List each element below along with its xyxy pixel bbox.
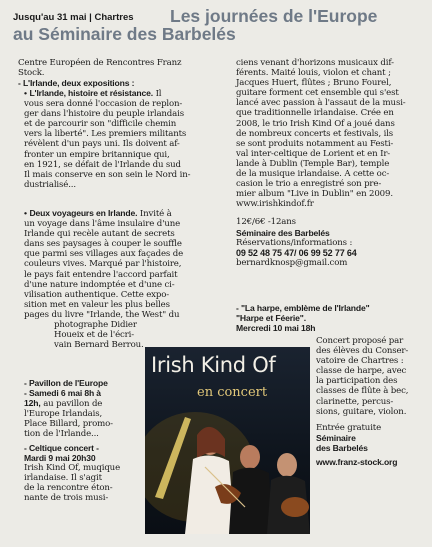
- entry-line: Entrée gratuite: [316, 422, 382, 433]
- body-line: lancé avec passion à l'assaut de la musi-: [236, 98, 406, 109]
- item-histoire: [24, 88, 220, 190]
- celtique-line: de la rencontre éton-: [24, 483, 113, 494]
- intro-line: Centre Européen de Rencontres Franz: [18, 58, 182, 68]
- headline-line-1: Les journées de l'Europe: [170, 6, 378, 26]
- harpe-date: Mercredi 10 mai 18h: [236, 323, 316, 334]
- item-line: que parmi ses villages aux façades de: [24, 249, 184, 260]
- column-1: [18, 58, 218, 88]
- harpe-title: - "La harpe, emblème de l'Irlande": [236, 303, 370, 313]
- concert-line: sions, guitare, violon.: [316, 406, 407, 417]
- celtique-heading: - Celtique concert -: [24, 443, 99, 453]
- item-line: couleurs vives. Marqué par l'histoire,: [24, 259, 182, 270]
- item-line: ger dans l'histoire du peuple irlandais: [24, 109, 184, 120]
- reservations-label: Réservations/informations :: [236, 237, 353, 248]
- headline-line-2: au Séminaire des Barbelés: [13, 24, 236, 44]
- phone-numbers: 09 52 48 75 47/ 06 99 52 77 64: [236, 247, 357, 258]
- concert-line: clarinette, percus-: [316, 396, 394, 407]
- celtique-date: Mardi 9 mai 20h30: [24, 453, 96, 464]
- entry-line: des Barbelés: [316, 442, 368, 453]
- item-line: Irlande qui recèle autant de secrets: [24, 229, 175, 240]
- bullet-icon: •: [24, 208, 27, 218]
- body-line: val inter-celtique de Lorient et en Ir-: [236, 148, 391, 159]
- website-link[interactable]: www.franz-stock.org: [316, 457, 398, 468]
- item-line: photographe Didier: [54, 320, 137, 331]
- item-text: Invité à: [139, 209, 172, 219]
- celtique-line: Irish Kind Of, muqique: [24, 463, 121, 474]
- item-line: dustrialisé...: [24, 179, 76, 190]
- item-line: le pays fait entendre l'accord parfait: [24, 269, 178, 280]
- body-line: férents. Maité louis, violon et chant ;: [236, 68, 391, 79]
- item-line: Il mais conserve en son sein le Nord in-: [24, 169, 191, 180]
- item-line: sition met en valeur les plus belles: [24, 299, 170, 310]
- harpe-subtitle: "Harpe et Féerie".: [236, 313, 306, 324]
- item-line: dans ses paysages à couper le souffle: [24, 239, 182, 250]
- item-line: vous sera donné l'occasion de replon-: [24, 99, 183, 110]
- body-line: ciens venant d'horizons musicaux dif-: [236, 58, 394, 68]
- pavillon-line: tion de l'Irlande...: [24, 429, 99, 440]
- concert-line: classe de harpe, avec: [316, 366, 407, 377]
- concert-photo: [145, 347, 310, 534]
- concert-line: vatoire de Chartres :: [316, 356, 404, 367]
- concert-line: classes de flûte à bec,: [316, 386, 409, 397]
- item-line: d'une nature indomptée et d'une ci-: [24, 279, 175, 290]
- pavillon-line: Place Billard, promo-: [24, 419, 113, 430]
- pavillon-section: [24, 378, 142, 440]
- harpe-section: [236, 303, 426, 333]
- item-line: fronter un empire britannique qui,: [24, 149, 170, 160]
- body-line: 2008, le trio Irish Kind Of a joué dans: [236, 118, 395, 129]
- kicker: Jusqu'au 31 mai | Chartres: [13, 12, 134, 23]
- body-line: guitare forment cet ensemble qui s'est: [236, 88, 399, 99]
- item-title: L'Irlande, histoire et résistance.: [29, 88, 153, 98]
- intro-line: Stock.: [18, 68, 45, 79]
- body-line: Jacques Huert, flûtes ; Bruno Fourel,: [236, 78, 392, 89]
- item-line: en 1921, se défait de l'Irlande du sud: [24, 159, 181, 170]
- item-line: vain Bernard Berrou.: [54, 340, 144, 351]
- item-line: un voyage dans l'âme insulaire d'une: [24, 219, 181, 230]
- concert-line: des élèves du Conser-: [316, 346, 409, 357]
- pavillon-time: 12h,: [24, 398, 41, 409]
- pavillon-text: au pavillon de: [43, 399, 103, 410]
- email-link[interactable]: bernardknosp@gmail.com: [236, 257, 348, 268]
- musicians-illustration: [145, 347, 310, 534]
- item-line: vilisation authentique. Cette expo-: [24, 289, 169, 300]
- item-text: Il: [155, 89, 162, 99]
- item-line: pages du livre "Irlande, the West" du: [24, 309, 180, 320]
- photo-title: Irish Kind Of: [151, 353, 276, 377]
- body-line: de nombreux concerts et festivals, ils: [236, 128, 394, 139]
- concert-line: Concert proposé par: [316, 336, 404, 346]
- venue: Séminaire des Barbelés: [236, 227, 330, 238]
- item-line: vers la liberté". Les premiers militants: [24, 129, 187, 140]
- photo-subtitle: en concert: [197, 385, 268, 400]
- column-2: [236, 58, 426, 268]
- body-line: se sont produits notamment au Festi-: [236, 138, 394, 149]
- pavillon-date: - Samedi 6 mai 8h à: [24, 388, 101, 399]
- price: 12€/6€ -12ans: [236, 217, 296, 228]
- website-link[interactable]: www.irishkindof.fr: [236, 199, 314, 210]
- pavillon-heading: - Pavillon de l'Europe: [24, 378, 108, 388]
- item-line: et de parcourir son "difficile chemin: [24, 119, 177, 130]
- body-line: casion le trio a enregistré son pre-: [236, 179, 382, 190]
- body-line: de la musique irlandaise. A cette oc-: [236, 169, 390, 180]
- celtique-section: [24, 443, 142, 504]
- pavillon-line: l'Europe Irlandais,: [24, 409, 103, 420]
- section-heading: - L'Irlande, deux expositions :: [18, 78, 135, 89]
- item-line: Houeix et de l'écri-: [54, 330, 134, 341]
- item-line: révèlent d'un pays uni. Ils doivent af-: [24, 139, 180, 150]
- body-line: mier album "Live in Dublin" en 2009.: [236, 189, 393, 200]
- item-voyageurs: [24, 208, 220, 350]
- body-line: que traditionnelle irlandaise. Crée en: [236, 108, 394, 119]
- celtique-line: nante de trois musi-: [24, 493, 109, 504]
- entry-line: Séminaire: [316, 432, 356, 443]
- celtique-line: irlandaise. Il s'agit: [24, 473, 102, 484]
- body-line: lande à Dublin (Temple Bar), temple: [236, 158, 390, 169]
- bullet-icon: •: [24, 88, 27, 98]
- concert-line: la participation des: [316, 376, 398, 387]
- item-title: Deux voyageurs en Irlande.: [29, 208, 138, 218]
- concert-section: [316, 336, 428, 467]
